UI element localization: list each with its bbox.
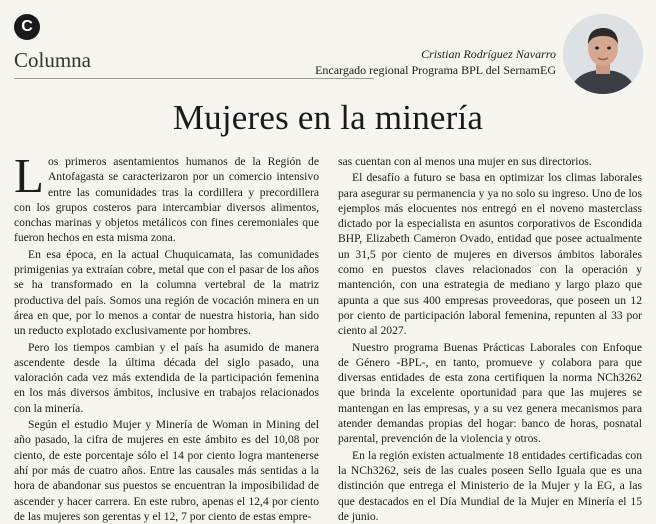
paragraph: En la región existen actualmente 18 entidades certificadas con la NCh3262, seis de las cuales poseen Sello Iguala que es una distinción que entrega el Ministerio de la Mujer y la EG, a las que destacados en el Día Mundial de la Mujer en Minería el 15 de junio. <box>338 448 642 523</box>
paragraph: En esa época, en la actual Chuquicamata, las comunidades primigenias ya extraían cobre, metal que con el pasar de los años se ha transformado en la columna vertebral de la matriz productiva del país. Somos una región de vocación minera en un área en que, por lo menos a contar de nuestra historia, han sido un reducto explotado exclusivamente por hombres. <box>14 247 319 338</box>
paragraph: Los primeros asentamientos humanos de la Región de Antofagasta se caracterizaron por un comercio intensivo entre las comunidades tras la cordillera y precordillera con los grupos costeros para intercambiar diversos alimentos, conchas marinas y objetos metálicos con fines ceremoniales que fueron hechos en esta misma zona. <box>14 148 319 245</box>
author-role: Encargado regional Programa BPL del SernamEG <box>315 63 556 77</box>
author-photo <box>563 14 643 94</box>
paragraph: Según el estudio Mujer y Minería de Woman in Mining del año pasado, la cifra de mujeres en este ámbito es del 10,08 por ciento, de este porcentaje sólo el 14 por ciento logra mantenerse ahí por más de cuatro años. Entre las causales más sentidas a la hora de abandonar sus puestos se encuentran la imposibilidad de ascender y hacer carrera. En este rubro, apenas el 12,4 por ciento de las mujeres son gerentas y el 12, 7 por ciento de estas empre- <box>14 418 319 523</box>
paragraph: El desafío a futuro se basa en optimizar los climas laborales para asegurar su permanencia y ya no solo su ingreso. Uno de los ejemplos más elocuentes nos entregó en el noveno masterclass dictado por la especialista en asuntos corporativos de Escondida BHP, Elizabeth Cameron Ovado, entidad que posee actualmente un 31,5 por ciento de mujeres en diversos ámbitos laborales como en puestos claves relacionados con la operación y mantención, con una estrategia de mediano y largo plazo que apunta a que sus 400 empresas proveedoras, que poseen un 12 por ciento de participación laboral femenina, repunten al 33 por ciento al 2027. <box>338 171 642 338</box>
paragraph: Pero los tiempos cambian y el país ha asumido de manera ascendente desde la última década del siglo pasado, una valoración cada vez más extendida de la participación femenina en los más diversos ámbitos, inclusive en trabajos relacionados con la minería. <box>14 340 319 415</box>
article-column-right <box>338 154 642 524</box>
column-badge: C <box>14 14 40 40</box>
header-divider <box>14 78 374 79</box>
section-label: Columna <box>14 48 91 72</box>
paragraph: sas cuentan con al menos una mujer en sus directorios. <box>338 155 592 168</box>
article-column-left <box>14 148 319 524</box>
author-name: Cristian Rodríguez Navarro <box>421 47 556 61</box>
drop-cap: L <box>14 148 44 203</box>
author-byline <box>315 46 556 78</box>
paragraph: Nuestro programa Buenas Prácticas Laborales con Enfoque de Género -BPL-, en tanto, promueve y colabora para que diversas entidades de esta zona certifiquen la norma NCh3262 que brinda la excelente oportunidad para que las mujeres se mantengan en las empresas, y a su vez genera mecanismos para atender demandas propias del hogar: banco de horas, posnatal parental, prevención de la violencia y otros. <box>338 340 642 446</box>
article-title: Mujeres en la minería <box>172 98 484 137</box>
